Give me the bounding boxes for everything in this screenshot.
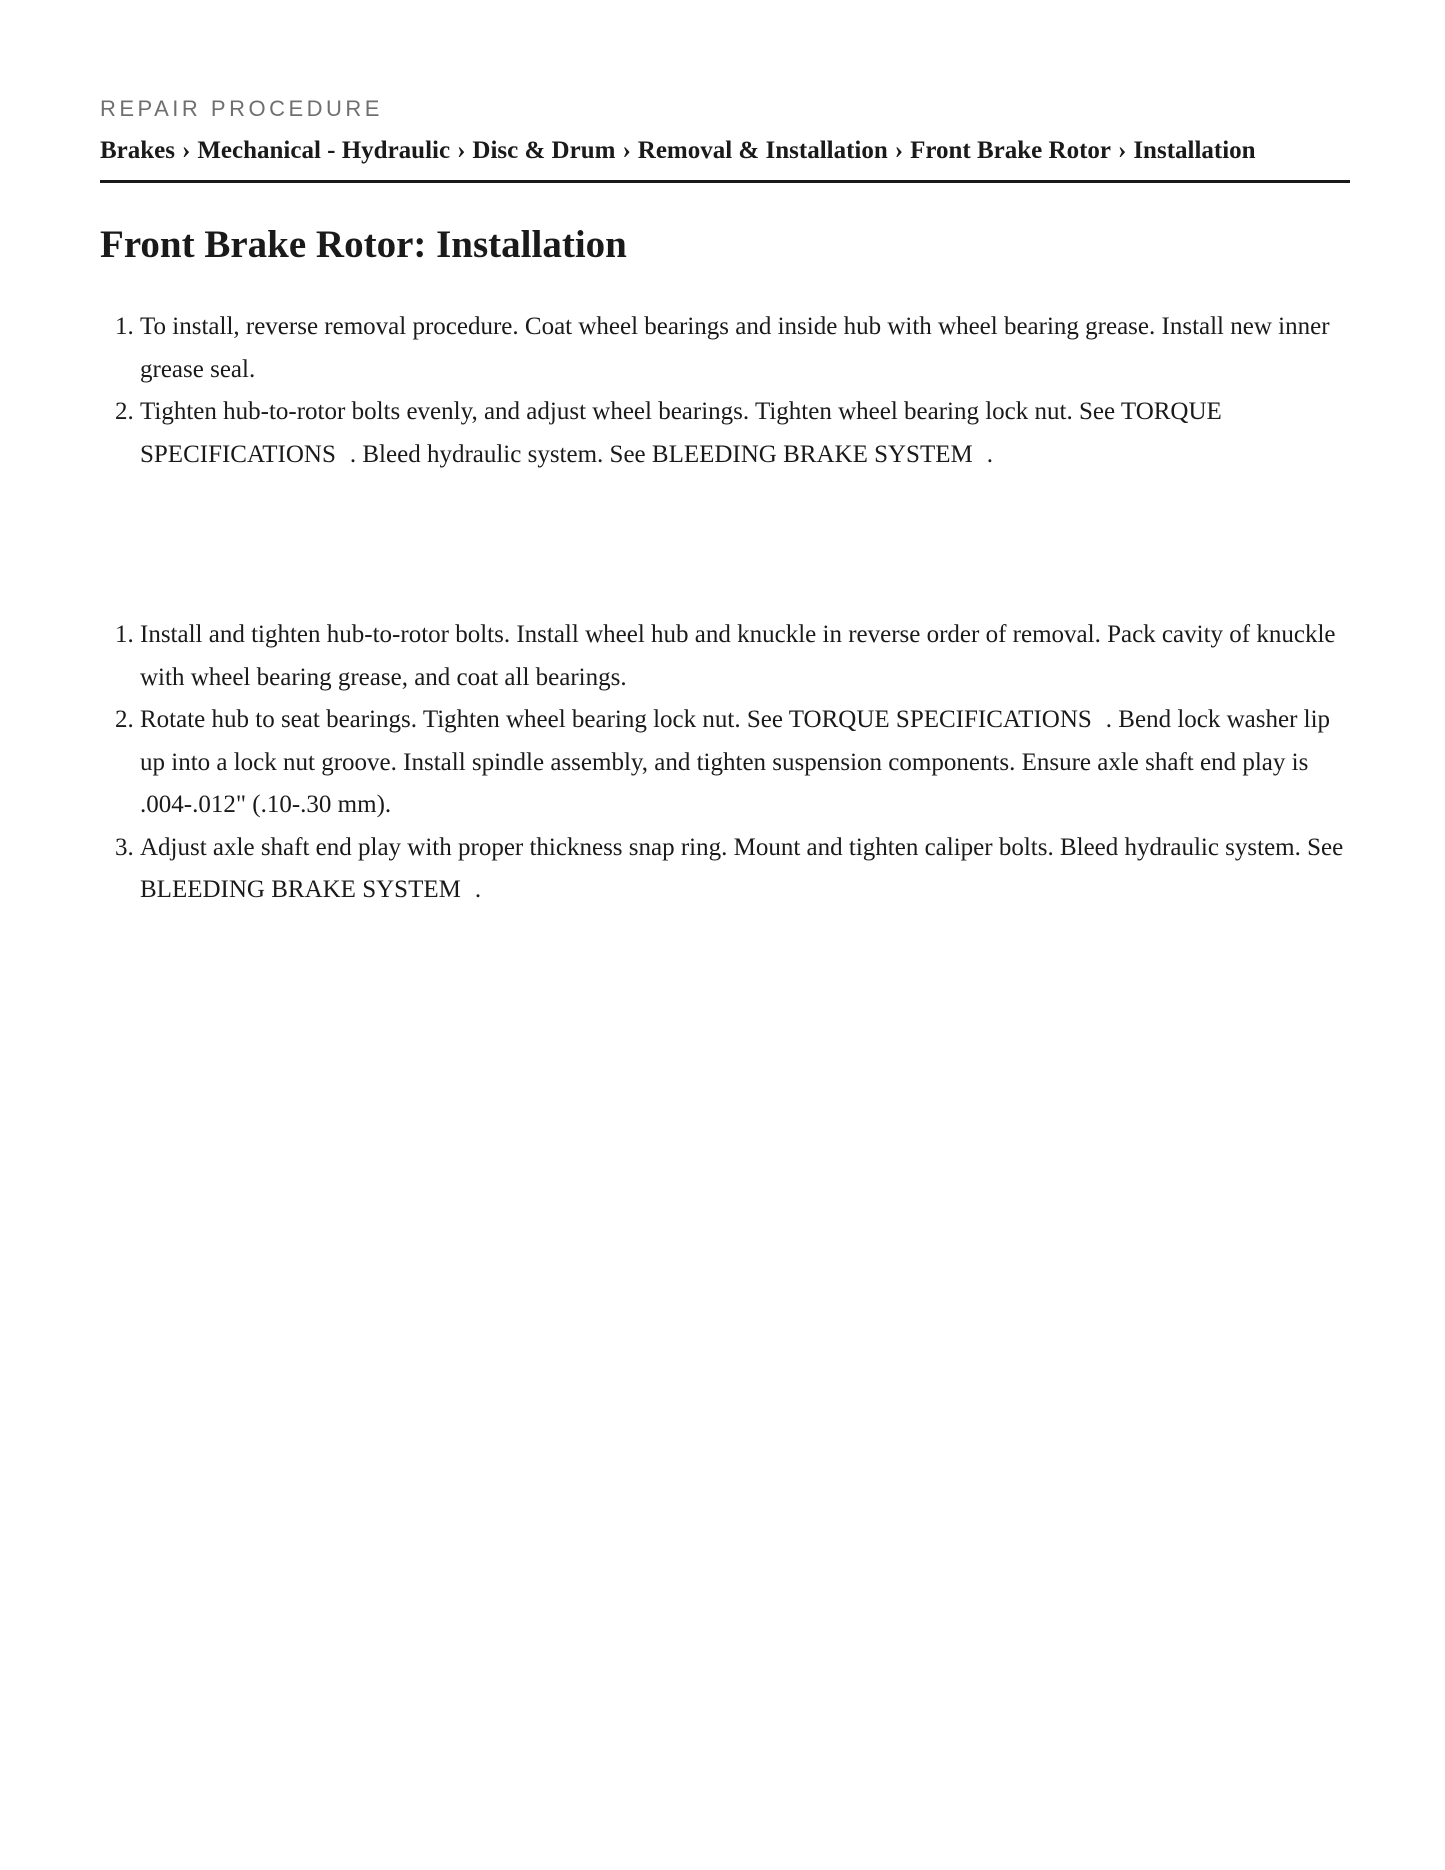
breadcrumb-item-removal-installation: Removal & Installation (637, 137, 888, 164)
step-text: . (474, 876, 482, 903)
breadcrumb-item-installation: Installation (1133, 137, 1256, 164)
procedure-step (140, 827, 1350, 912)
procedure-step (140, 699, 1350, 827)
step-text: . Bleed hydraulic system. See (349, 440, 652, 468)
procedure-list-b (100, 614, 1350, 912)
breadcrumb-separator: › (182, 137, 191, 164)
breadcrumb-item-disc-drum: Disc & Drum (472, 137, 616, 164)
bleeding-brake-system-reference: BLEEDING BRAKE SYSTEM (651, 440, 973, 468)
step-text: To install, reverse removal procedure. Coat wheel bearings and inside hub with wheel bearing grease. Install new inner grease seal. (140, 313, 1330, 383)
step-text: . (986, 440, 993, 468)
procedure-step (140, 306, 1350, 391)
breadcrumb-item-mechanical-hydraulic: Mechanical - Hydraulic (197, 137, 451, 164)
breadcrumb (100, 134, 1350, 168)
torque-specifications-reference: TORQUE SPECIFICATIONS (788, 706, 1092, 733)
breadcrumb-separator: › (894, 137, 904, 164)
procedure-step (140, 391, 1350, 476)
step-text: Rotate hub to seat bearings. Tighten wheel bearing lock nut. See (140, 706, 789, 733)
section-kicker: REPAIR PROCEDURE (100, 96, 383, 121)
header-divider (100, 180, 1350, 183)
bleeding-brake-system-reference: BLEEDING BRAKE SYSTEM (140, 876, 461, 903)
step-text: Adjust axle shaft end play with proper thickness snap ring. Mount and tighten caliper bolts. Bleed hydraulic system. See (140, 833, 1344, 861)
breadcrumb-separator: › (622, 137, 631, 164)
breadcrumb-item-front-brake-rotor: Front Brake Rotor (910, 137, 1111, 164)
page-title: Front Brake Rotor: Installation (100, 223, 627, 266)
procedure-step (140, 614, 1350, 699)
step-text: Install and tighten hub-to-rotor bolts. Install wheel hub and knuckle in reverse order of removal. Pack cavity of knuckle with wheel bearing grease, and coat all bearings. (140, 621, 1336, 691)
breadcrumb-separator: › (457, 137, 466, 164)
torque-specifications-reference: TORQUE SPECIFICATIONS (140, 398, 1222, 468)
procedure-list-a (100, 306, 1350, 476)
step-text: . Bend lock washer lip up into a lock nut groove. Install spindle assembly, and tighten suspension components. Ensure axle shaft end play is .004-.012" (.10-.30 mm). (140, 706, 1331, 818)
breadcrumb-item-brakes: Brakes (100, 137, 175, 164)
document-page (100, 94, 1350, 912)
breadcrumb-separator: › (1118, 137, 1127, 164)
step-text: Tighten hub-to-rotor bolts evenly, and adjust wheel bearings. Tighten wheel bearing lock nut. See (140, 398, 1121, 425)
